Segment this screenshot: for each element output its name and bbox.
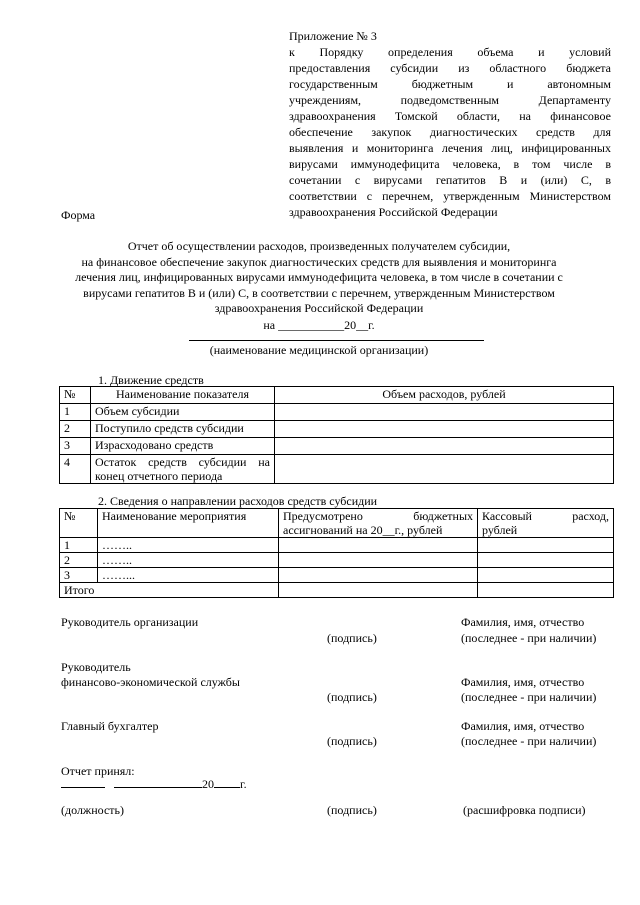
finance-fio-caption: Фамилия, имя, отчество	[461, 675, 585, 689]
accepted-sign-caption: (подпись)	[327, 803, 377, 817]
date-suffix: г.	[240, 777, 247, 791]
org-name-caption: (наименование медицинской организации)	[209, 343, 429, 357]
row-activity: ……...	[98, 568, 279, 583]
col-header-planned: Предусмотрено бюджетных ассигнований на 20__г., рублей	[279, 509, 478, 538]
accountant-sign-caption: (подпись)	[327, 734, 377, 748]
org-name-line	[189, 340, 484, 341]
accountant-fio-caption: Фамилия, имя, отчество	[461, 719, 585, 733]
row-number: 4	[60, 455, 91, 484]
row-number: 1	[60, 538, 98, 553]
table-total-row	[60, 583, 614, 598]
section1-title: 1. Движение средств	[98, 373, 204, 387]
report-title-line: Отчет об осуществлении расходов, произведенных получателем субсидии,	[127, 239, 511, 253]
accountant-title: Главный бухгалтер	[61, 719, 159, 733]
finance-fio-note: (последнее - при наличии)	[461, 690, 597, 704]
accepted-position-caption: (должность)	[61, 803, 124, 817]
row-number: 3	[60, 438, 91, 455]
appendix-line: выявления и мониторинга лечения лиц, инфицированных	[289, 141, 611, 155]
date-day-blank[interactable]	[61, 776, 105, 788]
col-header-indicator: Наименование показателя	[91, 387, 275, 404]
section2-title: 2. Сведения о направлении расходов средств субсидии	[98, 494, 378, 508]
head-fio-note: (последнее - при наличии)	[461, 631, 597, 645]
row-number: 2	[60, 421, 91, 438]
table-row	[60, 568, 614, 583]
appendix-line: учреждениям, подведомственным Департаменту	[289, 93, 611, 107]
finance-title-2: финансово-экономической службы	[61, 675, 240, 689]
col-header-amount: Объем расходов, рублей	[275, 387, 614, 404]
row-activity: ……..	[98, 538, 279, 553]
col-header-number: №	[60, 387, 91, 404]
row-indicator: Объем субсидии	[91, 404, 275, 421]
row-indicator: Остаток средств субсидии на конец отчетного периода	[91, 455, 275, 484]
appendix-line: соответствии с перечнем, утвержденным Министерством	[289, 189, 611, 203]
accountant-fio-note: (последнее - при наличии)	[461, 734, 597, 748]
head-fio-caption: Фамилия, имя, отчество	[461, 615, 585, 629]
table-row	[60, 421, 614, 438]
row-number: 1	[60, 404, 91, 421]
row-planned-cell[interactable]	[279, 568, 478, 583]
date-year-blank[interactable]	[214, 776, 240, 788]
report-title-line: лечения лиц, инфицированных вирусами иммунодефицита человека, в том числе в сочетании с	[75, 270, 563, 284]
row-amount-cell[interactable]	[275, 421, 614, 438]
row-amount-cell[interactable]	[275, 404, 614, 421]
accepted-date-line	[61, 776, 247, 792]
table-row	[60, 455, 614, 484]
total-planned-cell[interactable]	[279, 583, 478, 598]
appendix-line: государственным бюджетным и автономным	[289, 77, 611, 91]
col-header-cash: Кассовый расход, рублей	[478, 509, 614, 538]
accepted-title: Отчет принял:	[61, 764, 135, 778]
appendix-block	[289, 28, 611, 220]
row-cash-cell[interactable]	[478, 568, 614, 583]
funds-movement-table	[59, 386, 614, 484]
date-month-blank[interactable]	[114, 776, 202, 788]
row-amount-cell[interactable]	[275, 438, 614, 455]
appendix-title: Приложение № 3	[289, 29, 377, 43]
table-row	[60, 553, 614, 568]
report-title-line: здравоохранения Российской Федерации	[214, 301, 424, 315]
head-title: Руководитель организации	[61, 615, 199, 629]
accepted-decode-caption: (расшифровка подписи)	[463, 803, 586, 817]
row-amount-cell[interactable]	[275, 455, 614, 484]
table-header-row	[60, 509, 614, 538]
total-label: Итого	[60, 583, 279, 598]
appendix-line: предоставления субсидии из областного бюджета	[289, 61, 611, 75]
total-cash-cell[interactable]	[478, 583, 614, 598]
row-planned-cell[interactable]	[279, 553, 478, 568]
report-title-line: на финансовое обеспечение закупок диагностических средств для выявления и мониторинга	[81, 254, 557, 269]
row-number: 3	[60, 568, 98, 583]
finance-title: Руководитель	[61, 660, 131, 674]
table-header-row	[60, 387, 614, 404]
row-cash-cell[interactable]	[478, 538, 614, 553]
appendix-line: обеспечение закупок диагностических средств для	[289, 125, 611, 139]
appendix-line: вирусами иммунодефицита человека, в том числе в	[289, 157, 611, 171]
row-activity: ……..	[98, 553, 279, 568]
table-row	[60, 438, 614, 455]
finance-sign-caption: (подпись)	[327, 690, 377, 704]
appendix-line: здравоохранения Томской области, на финансовое	[289, 109, 611, 123]
appendix-line: к Порядку определения объема и условий	[289, 45, 611, 59]
report-title	[62, 239, 576, 333]
date-year-prefix: 20	[202, 777, 214, 791]
row-indicator: Поступило средств субсидии	[91, 421, 275, 438]
col-header-activity: Наименование мероприятия	[98, 509, 279, 538]
row-indicator: Израсходовано средств	[91, 438, 275, 455]
head-sign-caption: (подпись)	[327, 631, 377, 645]
report-title-line: вирусами гепатитов B и (или) C, в соответствии с перечнем, утвержденным Министерством	[83, 285, 555, 300]
row-number: 2	[60, 553, 98, 568]
row-cash-cell[interactable]	[478, 553, 614, 568]
table-row	[60, 538, 614, 553]
form-label: Форма	[61, 208, 96, 222]
col-header-number: №	[60, 509, 98, 538]
table-row	[60, 404, 614, 421]
appendix-line: здравоохранения Российской Федерации	[289, 205, 498, 219]
appendix-line: сочетании с вирусами гепатитов B и (или) C, в	[289, 173, 611, 187]
appendix-text	[289, 44, 611, 220]
report-date-line: на ___________20__г.	[263, 317, 375, 332]
expense-directions-table	[59, 508, 614, 598]
row-planned-cell[interactable]	[279, 538, 478, 553]
